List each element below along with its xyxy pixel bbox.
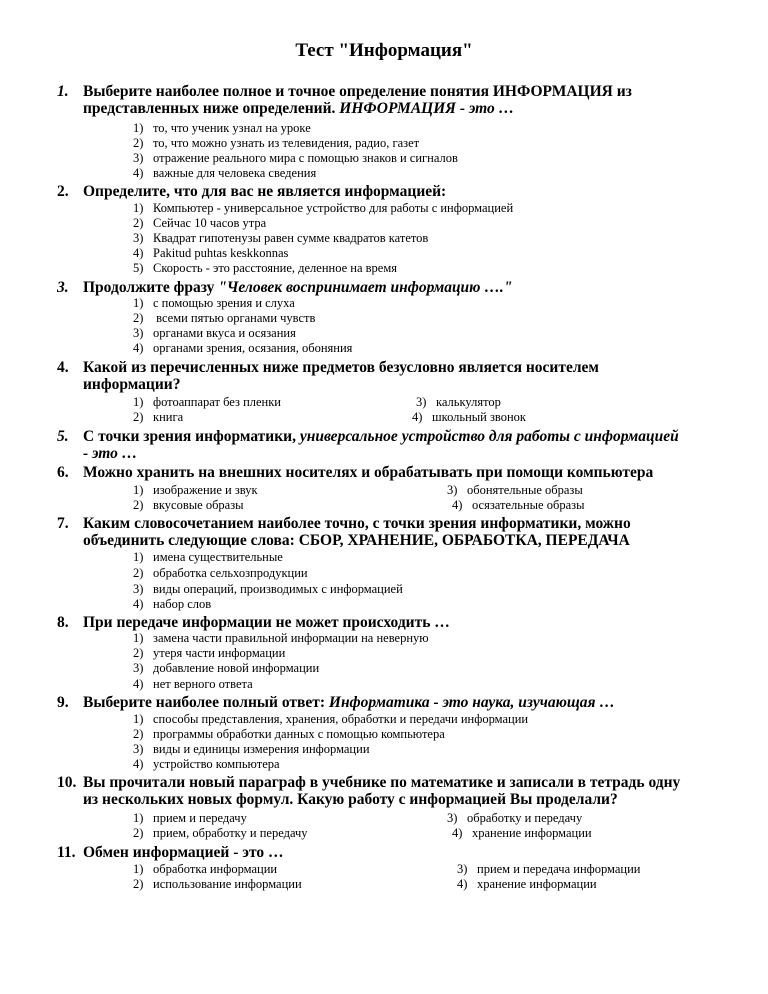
option-number: 4) [133, 166, 144, 180]
question-text: Вы прочитали новый параграф в учебнике по математике и записали в тетрадь одну из нескольких новых формул. Какую работу с информацией Вы проделали? [83, 774, 681, 808]
option-number: 3) [416, 395, 427, 409]
option-item [133, 121, 311, 136]
option-item [133, 877, 302, 892]
option-number: 1) [133, 631, 144, 645]
question-text-part: Каким словосочетанием наиболее точно, с точки зрения информатики, можно объединить следующие слова: [83, 515, 631, 549]
option-number: 4) [133, 246, 144, 260]
option-text: отражение реального мира с помощью знаков и сигналов [153, 151, 458, 165]
option-item [133, 631, 429, 646]
option-text: прием, обработку и передачу [153, 826, 308, 840]
option-number: 1) [133, 296, 144, 310]
option-item [416, 395, 501, 410]
option-text: способы представления, хранения, обработки и передачи информации [153, 712, 529, 726]
question-number: 10. [57, 774, 77, 791]
option-number: 4) [133, 597, 144, 611]
option-item [133, 712, 528, 727]
question-number: 9. [57, 694, 69, 711]
option-text: Сейчас 10 часов утра [153, 216, 267, 230]
option-number: 1) [133, 201, 144, 215]
question-text [83, 83, 683, 117]
option-text: всеми пятью органами чувств [153, 311, 316, 325]
option-number: 2) [133, 311, 144, 325]
question-text: Какой из перечисленных ниже предметов безусловно является носителем информации? [83, 359, 599, 393]
option-text: органами вкуса и осязания [153, 326, 296, 340]
option-item [412, 410, 526, 425]
option-item [133, 166, 316, 181]
option-text: обработка сельхозпродукции [153, 566, 308, 580]
option-text: обработку и передачу [467, 811, 583, 825]
option-number: 4) [412, 410, 423, 424]
option-text: школьный звонок [432, 410, 527, 424]
option-item [133, 136, 419, 151]
option-text: программы обработки данных с помощью компьютера [153, 727, 445, 741]
question-number: 5. [57, 428, 69, 445]
option-number: 2) [133, 498, 144, 512]
option-text: обработка информации [153, 862, 278, 876]
option-number: 5) [133, 261, 144, 275]
option-number: 2) [133, 727, 144, 741]
option-number: 2) [133, 136, 144, 150]
option-number: 3) [133, 326, 144, 340]
option-item [133, 677, 253, 692]
option-number: 4) [133, 341, 144, 355]
option-text: прием и передачу [153, 811, 247, 825]
option-item [133, 498, 244, 513]
option-number: 2) [133, 410, 144, 424]
option-text: книга [153, 410, 184, 424]
option-item [133, 410, 183, 425]
option-text: обонятельные образы [467, 483, 583, 497]
option-item [133, 341, 352, 356]
question-number: 1. [57, 83, 69, 100]
option-text: Компьютер - универсальное устройство для работы с информацией [153, 201, 514, 215]
option-text: прием и передача информации [477, 862, 641, 876]
option-text: изображение и звук [153, 483, 258, 497]
option-item [133, 261, 397, 276]
option-item [447, 483, 583, 498]
option-number: 1) [133, 395, 144, 409]
question-text: Обмен информацией - это … [83, 844, 284, 861]
option-number: 3) [133, 231, 144, 245]
option-number: 1) [133, 712, 144, 726]
option-text: Квадрат гипотенузы равен сумме квадратов катетов [153, 231, 429, 245]
option-text: добавление новой информации [153, 661, 320, 675]
question-text-part: Выберите наиболее полный ответ: [83, 694, 329, 711]
question-number: 6. [57, 464, 69, 481]
option-text: осязательные образы [472, 498, 585, 512]
option-number: 4) [133, 677, 144, 691]
question-text-part: Продолжите фразу [83, 279, 219, 296]
option-number: 4) [452, 498, 463, 512]
option-item [133, 311, 315, 326]
question-text-emphasis: ИНФОРМАЦИЯ - это … [339, 100, 515, 117]
option-item [133, 727, 445, 742]
option-text: виды операций, производимых с информацией [153, 582, 403, 596]
option-item [133, 582, 403, 597]
question-number: 2. [57, 183, 69, 200]
option-item [133, 326, 296, 341]
option-number: 2) [133, 826, 144, 840]
option-item [133, 216, 266, 231]
option-item [452, 498, 584, 513]
option-text: фотоаппарат без пленки [153, 395, 281, 409]
question-number: 7. [57, 515, 69, 532]
option-item [133, 395, 281, 410]
question-number: 3. [57, 279, 69, 296]
option-number: 4) [452, 826, 463, 840]
option-item [133, 296, 295, 311]
option-item [133, 566, 308, 581]
option-text: использование информации [153, 877, 302, 891]
question-number: 4. [57, 359, 69, 376]
option-text: вкусовые образы [153, 498, 244, 512]
option-text: калькулятор [436, 395, 501, 409]
option-number: 3) [133, 582, 144, 596]
option-item [133, 742, 370, 757]
question-number: 11. [57, 844, 76, 861]
option-item [447, 811, 582, 826]
option-number: 1) [133, 121, 144, 135]
question-text [83, 694, 683, 711]
option-item [133, 483, 258, 498]
option-number: 3) [447, 811, 458, 825]
option-item [133, 862, 277, 877]
option-number: 4) [457, 877, 468, 891]
option-text: нет верного ответа [153, 677, 253, 691]
question-text: При передаче информации не может происходить … [83, 614, 450, 631]
question-text-part: Выберите наиболее полное и точное определение понятия ИНФОРМАЦИЯ из представленных ниже определений. [83, 83, 632, 117]
option-text: то, что можно узнать из телевидения, радио, газет [153, 136, 420, 150]
option-number: 3) [133, 661, 144, 675]
option-text: с помощью зрения и слуха [153, 296, 295, 310]
option-number: 2) [133, 216, 144, 230]
option-text: хранение информации [472, 826, 592, 840]
option-text: хранение информации [477, 877, 597, 891]
option-item [133, 550, 283, 565]
option-text: имена существительные [153, 550, 283, 564]
option-text: утеря части информации [153, 646, 286, 660]
option-item [457, 862, 641, 877]
option-number: 3) [447, 483, 458, 497]
question-text-emphasis: СБОР, ХРАНЕНИЕ, ОБРАБОТКА, ПЕРЕДАЧА [298, 532, 630, 549]
option-item [133, 757, 280, 772]
option-text: набор слов [153, 597, 212, 611]
option-number: 3) [133, 742, 144, 756]
option-text: органами зрения, осязания, обоняния [153, 341, 353, 355]
option-item [133, 201, 513, 216]
option-item [133, 151, 458, 166]
option-number: 2) [133, 877, 144, 891]
question-number: 8. [57, 614, 69, 631]
question-text-emphasis: "Человек воспринимает информацию …." [218, 279, 513, 296]
question-text: Можно хранить на внешних носителях и обрабатывать при помощи компьютера [83, 464, 654, 481]
option-number: 2) [133, 566, 144, 580]
option-number: 1) [133, 862, 144, 876]
option-text: устройство компьютера [153, 757, 280, 771]
option-item [133, 231, 428, 246]
option-item [133, 661, 319, 676]
question-text-emphasis: Информатика - это наука, изучающая … [328, 694, 615, 711]
option-text: замена части правильной информации на неверную [153, 631, 429, 645]
option-text: Pakitud puhtas keskkonnas [153, 246, 289, 260]
option-text: виды и единицы измерения информации [153, 742, 370, 756]
option-number: 4) [133, 757, 144, 771]
question-text-emphasis: универсальное устройство для работы с информацией - это … [83, 428, 679, 462]
option-item [133, 646, 285, 661]
option-number: 1) [133, 550, 144, 564]
option-text: то, что ученик узнал на уроке [153, 121, 311, 135]
question-text: Определите, что для вас не является информацией: [83, 183, 447, 200]
question-text [83, 428, 683, 462]
option-number: 1) [133, 811, 144, 825]
option-number: 3) [133, 151, 144, 165]
page-title: Тест "Информация" [295, 40, 473, 61]
option-item [133, 826, 308, 841]
option-item [133, 597, 211, 612]
option-item [133, 246, 288, 261]
option-number: 2) [133, 646, 144, 660]
option-text: Скорость - это расстояние, деленное на время [153, 261, 398, 275]
question-text [83, 279, 683, 296]
question-text-part: С точки зрения информатики, [83, 428, 300, 445]
option-item [133, 811, 247, 826]
option-number: 3) [457, 862, 468, 876]
question-text [83, 515, 683, 549]
option-item [457, 877, 597, 892]
option-number: 1) [133, 483, 144, 497]
option-text: важные для человека сведения [153, 166, 317, 180]
option-item [452, 826, 592, 841]
